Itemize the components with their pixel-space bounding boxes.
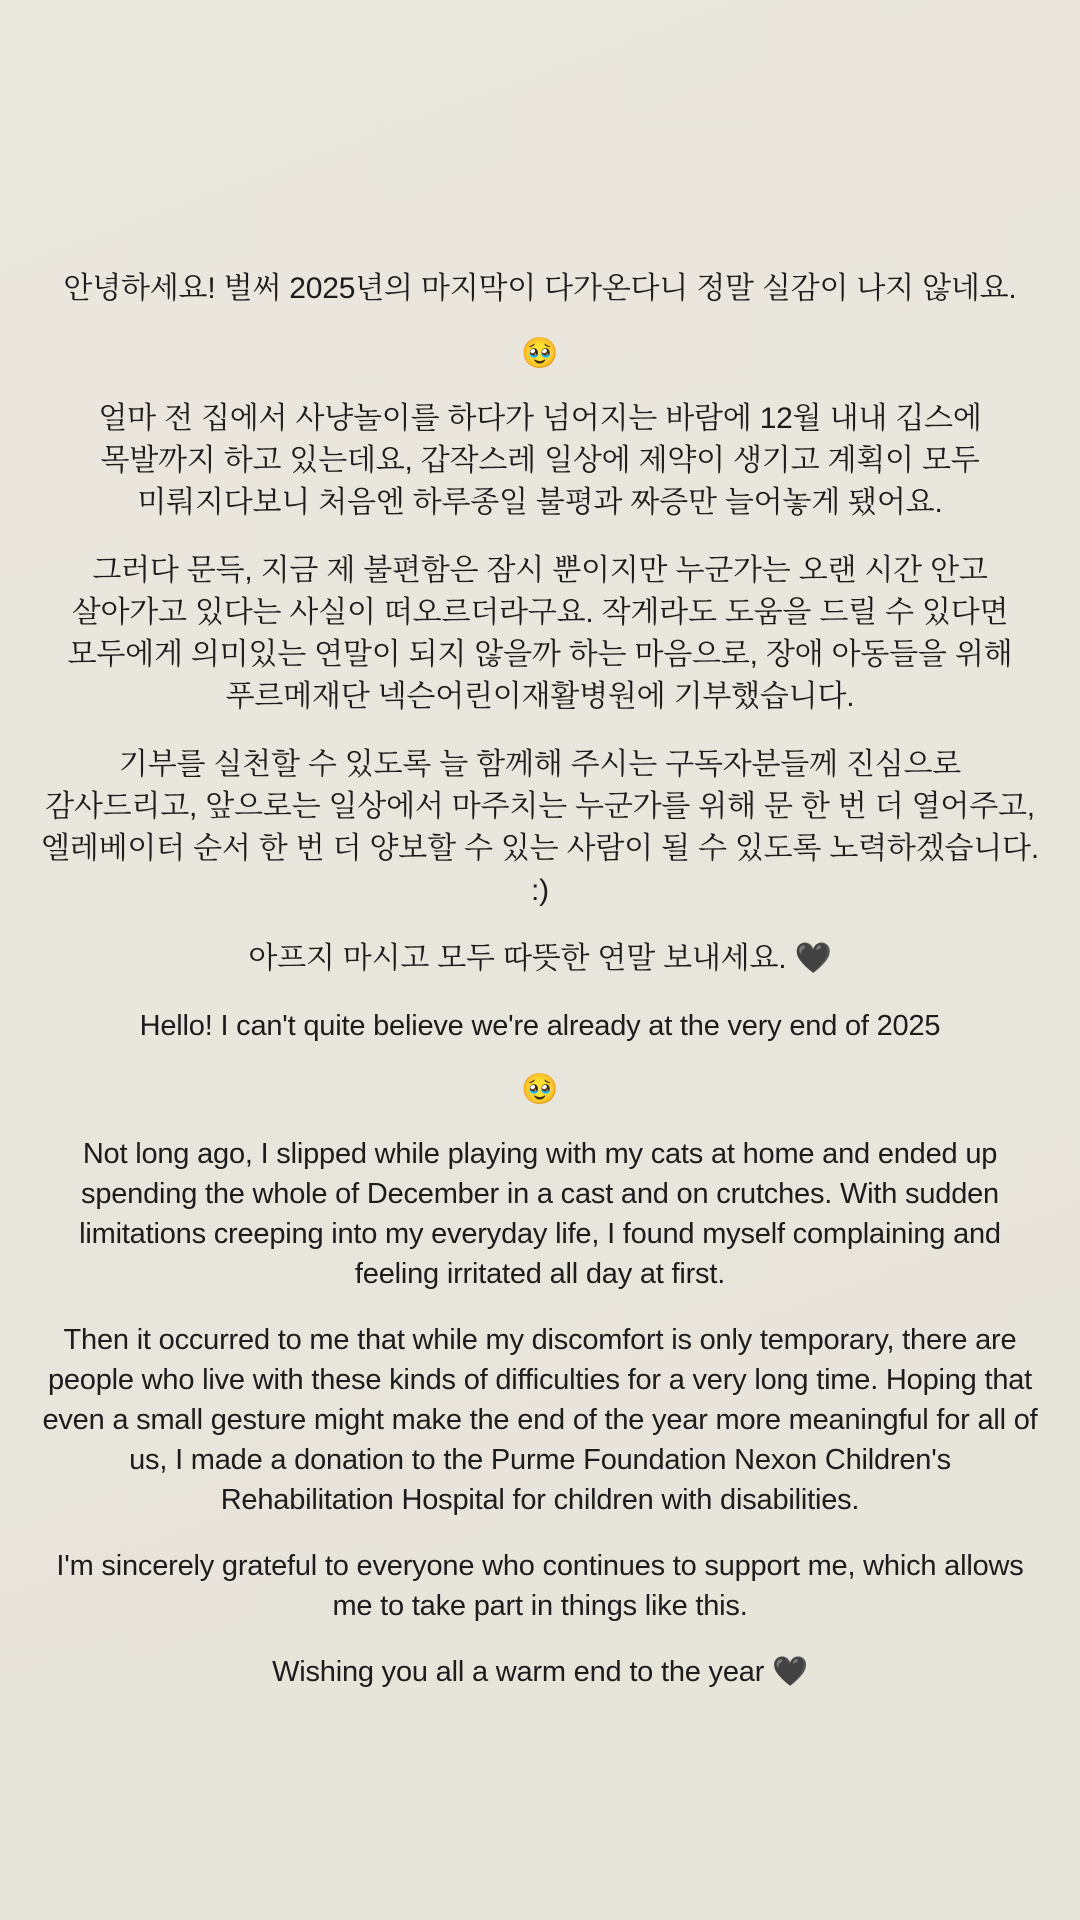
english-section	[40, 1006, 1040, 1692]
paragraph-ko-closing: 아프지 마시고 모두 따뜻한 연말 보내세요. 🖤	[248, 942, 832, 975]
paragraph-en-greeting: Hello! I can't quite believe we're already at the very end of 2025	[139, 1010, 941, 1042]
paragraph-ko-greeting: 안녕하세요! 벌써 2025년의 마지막이 다가온다니 정말 실감이 나지 않네요.	[63, 272, 1017, 305]
paragraph-en-donation: Then it occurred to me that while my discomfort is only temporary, there are people who live with these kinds of difficulties for a very long time. Hoping that even a small gesture might make the end of the year more meaningful for all of us, I made a donation to the Purme Foundation Nexon Children's Rehabilitation Hospital for children with disabilities.	[42, 1324, 1038, 1516]
story-text-content	[40, 268, 1040, 1718]
paragraph-en-closing: Wishing you all a warm end to the year 🖤	[272, 1656, 808, 1688]
emoji-pleading-face-ko: 🥹	[521, 337, 559, 370]
paragraph-ko-thanks: 기부를 실천할 수 있도록 늘 함께해 주시는 구독자분들께 진심으로 감사드리고, 앞으로는 일상에서 마주치는 누군가를 위해 문 한 번 더 열어주고, 엘레베이터 순서 한 번 더 양보할 수 있는 사람이 될 수 있도록 노력하겠습니다. :)	[41, 748, 1039, 907]
paragraph-ko-donation: 그러다 문득, 지금 제 불편함은 잠시 뿐이지만 누군가는 오랜 시간 안고 살아가고 있다는 사실이 떠오르더라구요. 작게라도 도움을 드릴 수 있다면 모두에게 의미있는 연말이 되지 않을까 하는 마음으로, 장애 아동들을 위해 푸르메재단 넥슨어린이재활병원에 기부했습니다.	[67, 554, 1013, 713]
emoji-pleading-face-en: 🥹	[521, 1073, 559, 1106]
paragraph-ko-injury: 얼마 전 집에서 사냥놀이를 하다가 넘어지는 바람에 12월 내내 깁스에 목발까지 하고 있는데요, 갑작스레 일상에 제약이 생기고 계획이 모두 미뤄지다보니 처음엔 하루종일 불평과 짜증만 늘어놓게 됐어요.	[98, 402, 982, 519]
paragraph-en-injury: Not long ago, I slipped while playing with my cats at home and ended up spending the whole of December in a cast and on crutches. With sudden limitations creeping into my everyday life, I found myself complaining and feeling irritated all day at first.	[79, 1138, 1001, 1290]
korean-section	[40, 268, 1040, 980]
paragraph-en-thanks: I'm sincerely grateful to everyone who continues to support me, which allows me to take part in things like this.	[56, 1550, 1024, 1622]
